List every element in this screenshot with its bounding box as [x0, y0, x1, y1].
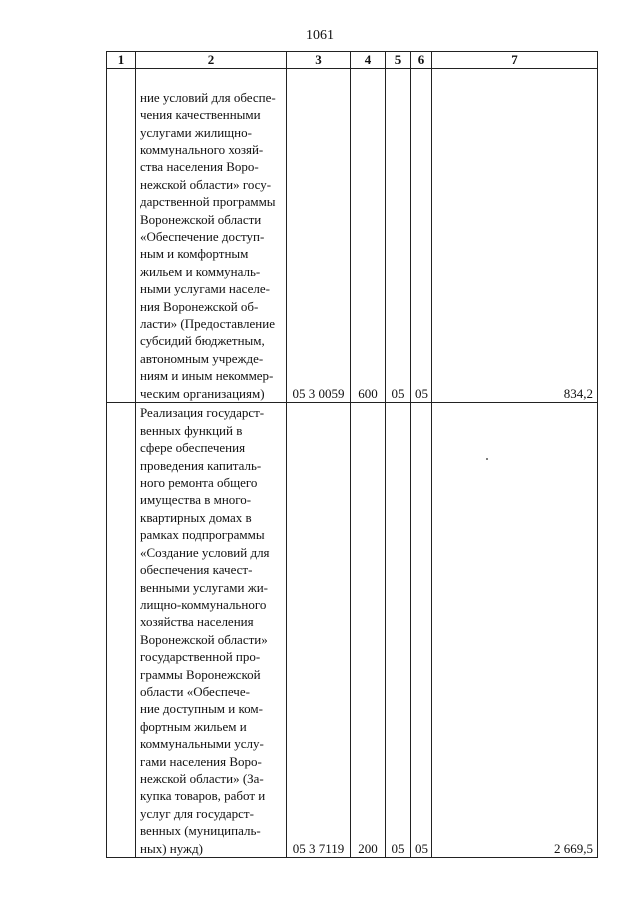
description-line: венными услугами жи- [140, 579, 268, 595]
description-line: ния Воронежской об- [140, 298, 259, 314]
description-line: Воронежской области» [140, 631, 268, 647]
description-line: автономным учрежде- [140, 350, 264, 366]
description-line: ными услугами населе- [140, 281, 270, 297]
col4-cell: 600 [351, 69, 386, 403]
code-cell: 05 3 7119 [287, 403, 351, 858]
description-line: имущества в много- [140, 492, 252, 508]
description-line: лищно-коммунального [140, 596, 267, 612]
description-line: ласти» (Предоставление [140, 315, 275, 331]
description-line: области «Обеспече- [140, 683, 250, 699]
col5-cell: 05 [386, 69, 411, 403]
description-line: ных) нужд) [140, 840, 203, 856]
description-line: дарственной программы [140, 194, 276, 210]
description-line: ниям и иным некоммер- [140, 368, 274, 384]
amount-cell: 2 669,5 [432, 403, 598, 858]
header-col-1: 1 [107, 52, 136, 69]
description-line: коммунального хозяй- [140, 141, 264, 157]
header-col-3: 3 [287, 52, 351, 69]
description-line: ным и комфортным [140, 246, 249, 262]
description-line: венных функций в [140, 422, 243, 438]
description-line: проведения капиталь- [140, 457, 262, 473]
description-cell [136, 69, 287, 403]
header-row [107, 52, 598, 69]
header-col-7: 7 [432, 52, 598, 69]
col5-cell: 05 [386, 403, 411, 858]
header-col-6: 6 [411, 52, 432, 69]
header-col-2: 2 [136, 52, 287, 69]
description-line: услугами жилищно- [140, 124, 252, 140]
table-row [107, 403, 598, 858]
description-line: Реализация государст- [140, 405, 265, 421]
page-number: 1061 [306, 28, 334, 43]
amount-cell: 834,2 [432, 69, 598, 403]
description-line: хозяйства населения [140, 614, 254, 630]
description-line: нежской области» (За- [140, 770, 264, 786]
table-row [107, 69, 598, 403]
description-line: услуг для государст- [140, 805, 254, 821]
description-cell [136, 403, 287, 858]
description-line: обеспечения качест- [140, 562, 253, 578]
scan-speck [486, 458, 488, 460]
description-line: государственной про- [140, 649, 261, 665]
description-line: квартирных домах в [140, 509, 252, 525]
description-line: венных (муниципаль- [140, 823, 261, 839]
description-line: жильем и коммуналь- [140, 263, 261, 279]
col4-cell: 200 [351, 403, 386, 858]
description-line: ного ремонта общего [140, 475, 258, 491]
description-line: рамках подпрограммы [140, 527, 265, 543]
description-line: фортным жильем и [140, 718, 247, 734]
header-col-5: 5 [386, 52, 411, 69]
description-line: «Создание условий для [140, 544, 270, 560]
description-line: чения качественными [140, 107, 261, 123]
description-line: сфере обеспечения [140, 440, 246, 456]
description-line: коммунальными услу- [140, 736, 264, 752]
col6-cell: 05 [411, 403, 432, 858]
description-line: субсидий бюджетным, [140, 333, 265, 349]
description-line: гами населения Воро- [140, 753, 262, 769]
description-line: ние условий для обеспе- [140, 89, 276, 105]
row-number-cell [107, 69, 136, 403]
description-line: Воронежской области [140, 211, 262, 227]
col6-cell: 05 [411, 69, 432, 403]
budget-table [106, 51, 598, 858]
description-line: ние доступным и ком- [140, 701, 263, 717]
description-line: нежской области» госу- [140, 176, 272, 192]
header-col-4: 4 [351, 52, 386, 69]
description-line: ческим организациям) [140, 385, 265, 401]
description-line: граммы Воронежской [140, 666, 261, 682]
description-line: ства населения Воро- [140, 159, 259, 175]
description-line: купка товаров, работ и [140, 788, 266, 804]
description-line: «Обеспечение доступ- [140, 228, 265, 244]
row-number-cell [107, 403, 136, 858]
code-cell: 05 3 0059 [287, 69, 351, 403]
